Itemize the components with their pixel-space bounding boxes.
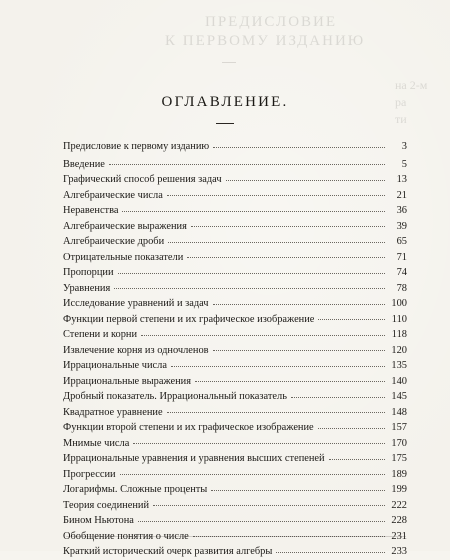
toc-entry-page: 170	[391, 437, 407, 449]
toc-entry[interactable]	[63, 358, 407, 374]
toc-entry-page: 3	[401, 141, 407, 152]
dot-leader	[122, 210, 385, 212]
toc-entry-title: Предисловие к первому изданию	[63, 141, 210, 152]
toc-entry-page: 233	[391, 546, 407, 557]
toc-entry[interactable]	[63, 513, 407, 529]
toc-entry-page: 199	[391, 484, 407, 495]
toc-entry-page: 228	[391, 515, 407, 526]
toc-entry-page: 148	[391, 406, 407, 418]
toc-entry[interactable]	[63, 265, 407, 281]
toc-entry-title: Функции первой степени и их графическое изображение	[63, 313, 315, 325]
toc-entry-page: 100	[391, 298, 407, 309]
toc-entry[interactable]	[63, 281, 407, 297]
toc-entry-page: 222	[391, 499, 407, 511]
dot-leader	[191, 225, 385, 227]
toc-entry-title: Введение	[63, 158, 105, 170]
dot-leader	[133, 442, 385, 444]
toc-entry-title: Степени и корни	[63, 329, 138, 340]
toc-entry[interactable]	[63, 389, 407, 405]
dot-leader	[167, 194, 385, 196]
dot-leader	[187, 256, 385, 258]
table-of-contents	[63, 139, 407, 560]
dot-leader	[171, 365, 385, 367]
toc-entry-page: 65	[396, 236, 407, 247]
toc-entry-title: Алгебраические выражения	[63, 220, 187, 232]
toc-entry-title: Исследование уравнений и задач	[63, 298, 209, 309]
toc-entry-page: 120	[391, 344, 407, 356]
toc-entry[interactable]	[63, 172, 407, 188]
dot-leader	[291, 396, 385, 398]
toc-entry-page: 175	[391, 453, 407, 464]
toc-entry-page: 36	[396, 205, 407, 216]
dot-leader	[114, 287, 385, 289]
toc-entry-title: Обобщение понятия о числе	[63, 530, 189, 542]
toc-entry[interactable]	[63, 157, 407, 173]
dot-leader	[141, 334, 385, 336]
toc-entry-title: Краткий исторический очерк развития алгебры	[63, 546, 273, 557]
toc-entry[interactable]	[63, 420, 407, 436]
toc-entry-page: 13	[396, 174, 407, 185]
toc-entry[interactable]	[63, 203, 407, 219]
dot-leader	[109, 163, 385, 165]
dot-leader	[167, 411, 385, 413]
toc-entry-page: 145	[391, 391, 407, 402]
toc-entry[interactable]	[63, 327, 407, 343]
toc-entry[interactable]	[63, 312, 407, 328]
toc-entry[interactable]	[63, 296, 407, 312]
toc-entry-title: Уравнения	[63, 282, 111, 294]
toc-entry-title: Теория соединений	[63, 499, 150, 511]
bleed-through-text: К ПЕРВОМУ ИЗДАНИЮ	[165, 33, 366, 49]
toc-entry-title: Мнимые числа	[63, 437, 130, 449]
dot-leader	[168, 241, 385, 243]
dot-leader	[118, 272, 385, 274]
toc-entry-page: 110	[391, 313, 407, 325]
toc-entry-page: 78	[396, 282, 407, 294]
toc-entry-page: 189	[391, 468, 407, 480]
toc-entry[interactable]	[63, 451, 407, 467]
toc-entry-title: Логарифмы. Сложные проценты	[63, 484, 208, 495]
toc-entry-title: Квадратное уравнение	[63, 406, 163, 418]
toc-entry-page: 157	[391, 422, 407, 433]
bottom-bleed-rule	[66, 536, 406, 537]
bleed-through-line: ра	[395, 95, 407, 109]
toc-entry[interactable]	[63, 219, 407, 235]
toc-entry-title: Бином Ньютона	[63, 515, 134, 526]
toc-entry[interactable]	[63, 139, 407, 155]
toc-entry-title: Извлечение корня из одночленов	[63, 344, 209, 356]
toc-entry[interactable]	[63, 436, 407, 452]
toc-entry-title: Отрицательные показатели	[63, 251, 184, 263]
toc-entry[interactable]	[63, 482, 407, 498]
bleed-through-line: ти	[395, 112, 407, 126]
dot-leader	[153, 504, 385, 506]
toc-entry-title: Дробный показатель. Иррациональный показатель	[63, 391, 287, 402]
toc-entry[interactable]	[63, 343, 407, 359]
toc-entry[interactable]	[63, 498, 407, 514]
heading-rule	[216, 123, 234, 124]
dot-leader	[318, 318, 385, 320]
toc-entry-title: Иррациональные выражения	[63, 375, 192, 387]
toc-entry[interactable]	[63, 405, 407, 421]
toc-entry-page: 5	[401, 158, 407, 170]
toc-entry-page: 39	[396, 220, 407, 232]
toc-entry[interactable]	[63, 467, 407, 483]
toc-entry-title: Прогрессии	[63, 468, 116, 480]
dot-leader	[213, 349, 385, 351]
dot-leader	[329, 458, 385, 460]
toc-entry-title: Неравенства	[63, 205, 119, 216]
toc-entry-page: 74	[396, 267, 407, 278]
toc-entry-title: Иррациональные уравнения и уравнения высших степеней	[63, 453, 325, 464]
bleed-through-line: на 2-м	[395, 78, 428, 92]
toc-entry-title: Функции второй степени и их графическое изображение	[63, 422, 314, 433]
toc-entry-page: 21	[396, 189, 407, 201]
toc-entry-page: 71	[396, 251, 407, 263]
dot-leader	[213, 303, 385, 305]
toc-entry-title: Алгебраические дроби	[63, 236, 165, 247]
dot-leader	[211, 489, 385, 491]
toc-entry[interactable]	[63, 250, 407, 266]
toc-entry-page: 135	[391, 360, 407, 371]
dot-leader	[226, 179, 385, 181]
dot-leader	[195, 380, 385, 382]
toc-entry[interactable]	[63, 374, 407, 390]
bleed-through-rule	[222, 62, 236, 63]
dot-leader	[318, 427, 385, 429]
toc-entry[interactable]	[63, 188, 407, 204]
toc-entry-page: 140	[391, 375, 407, 387]
toc-entry-title: Иррациональные числа	[63, 360, 167, 371]
toc-entry-title: Алгебраические числа	[63, 189, 163, 201]
toc-entry-title: Пропорции	[63, 267, 114, 278]
dot-leader	[213, 146, 385, 148]
toc-entry-page: 118	[391, 329, 407, 340]
toc-entry[interactable]	[63, 234, 407, 250]
toc-entry-page: 231	[391, 530, 407, 542]
toc-entry[interactable]	[63, 544, 407, 560]
contents-heading: ОГЛАВЛЕНИЕ.	[161, 94, 289, 110]
dot-leader	[120, 473, 385, 475]
toc-entry-title: Графический способ решения задач	[63, 174, 222, 185]
dot-leader	[138, 520, 385, 522]
bleed-through-text: ПРЕДИСЛОВИЕ	[205, 14, 338, 30]
